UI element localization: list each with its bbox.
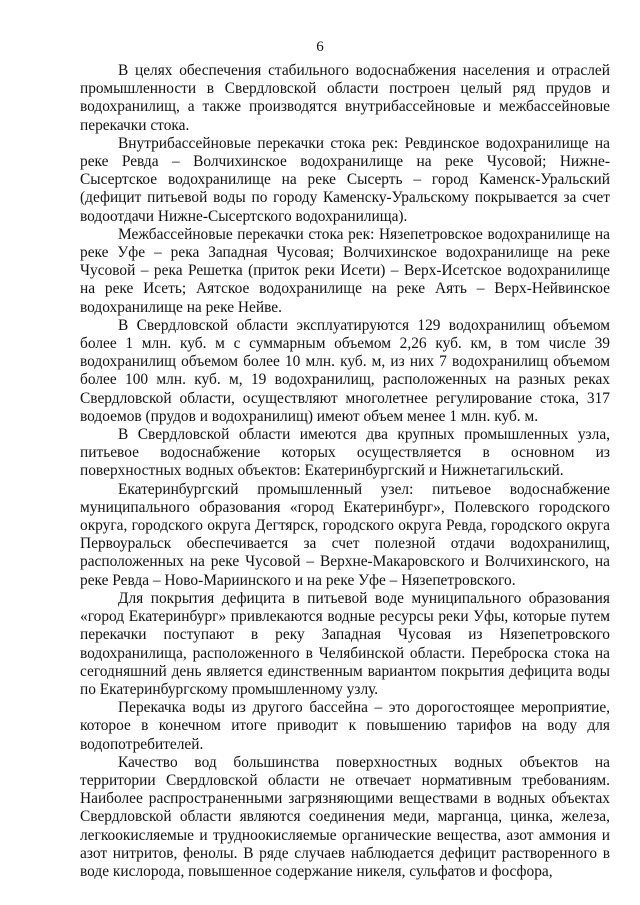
paragraph-transfer-cost: Перекачка воды из другого бассейна – это дорогостоящее мероприятие, которое в конечном итоге приводит к повышению тарифов на воду для водопотребителей.: [80, 699, 610, 753]
page-number: 6: [316, 39, 324, 55]
paragraph-intrabasin-transfers: Внутрибассейновые перекачки стока рек: Ревдинское водохранилище на реке Ревда – Волчихинское водохранилище на реке Чусовой; Нижне-Сысертское водохранилище на реке Сысерть – город Каменск-Уральский (дефицит питьевой воды по городу Каменску-Уральскому покрывается за счет водоотдачи Нижне-Сысертского водохранилища).: [80, 134, 610, 225]
paragraph-industrial-hubs: В Свердловской области имеются два крупных промышленных узла, питьевое водоснабжение которых осуществляется в основном из поверхностных водных объектов: Екатеринбургский и Нижнетагильский.: [80, 426, 610, 480]
paragraph-ufa-river-transfer: Для покрытия дефицита в питьевой воде муниципального образования «город Екатеринбург» привлекаются водные ресурсы реки Уфы, которые путем перекачки поступают в реку Западная Чусовая из Нязепетровского водохранилища, расположенного в Челябинской области. Переброска стока на сегодняшний день является единственным вариантом покрытия дефицита воды по Екатеринбургскому промышленному узлу.: [80, 589, 610, 698]
paragraph-reservoir-statistics: В Свердловской области эксплуатируются 129 водохранилищ объемом более 1 млн. куб. м с суммарным объемом 2,26 куб. км, в том числе 39 водохранилищ объемом более 10 млн. куб. м, из них 7 водохранилищ объемом более 100 млн. куб. м, 19 водохранилищ, расположенных на разных реках Свердловской области, осуществляют многолетнее регулирование стока, 317 водоемов (прудов и водохранилищ) имеют объем менее 1 млн. куб. м.: [80, 316, 610, 425]
paragraph-water-quality: Качество вод большинства поверхностных водных объектов на территории Свердловской области не отвечает нормативным требованиям. Наиболее распространенными загрязняющими веществами в водных объектах Свердловской области являются соединения меди, марганца, цинка, железа, легкоокисляемые и трудноокисляемые органические вещества, азот аммония и азот нитритов, фенолы. В ряде случаев наблюдается дефицит растворенного в воде кислорода, повышенное содержание никеля, сульфатов и фосфора,: [80, 753, 610, 880]
paragraph-yekaterinburg-hub: Екатеринбургский промышленный узел: питьевое водоснабжение муниципального образования «город Екатеринбург», Полевского городского округа, городского округа Дегтярск, городского округа Ревда, городского округа Первоуральск обеспечивается за счет полезной отдачи водохранилищ, расположенных на реке Чусовой – Верхне-Макаровского и Волчихинского, на реке Ревда – Ново-Мариинского и на реке Уфе – Нязепетровского.: [80, 480, 610, 589]
paragraph-water-supply-intro: В целях обеспечения стабильного водоснабжения населения и отраслей промышленности в Свердловской области построен целый ряд прудов и водохранилищ, а также производятся внутрибассейновые и межбассейновые перекачки стока.: [80, 62, 610, 134]
paragraph-interbasin-transfers: Межбассейновые перекачки стока рек: Нязепетровское водохранилище на реке Уфе – река Западная Чусовая; Волчихинское водохранилище на реке Чусовой – река Решетка (приток реки Исети) – Верх-Исетское водохранилище на реке Исеть; Аятское водохранилище на реке Аять – Верх-Нейвинское водохранилище на реке Нейве.: [80, 225, 610, 316]
document-body: [80, 62, 610, 881]
